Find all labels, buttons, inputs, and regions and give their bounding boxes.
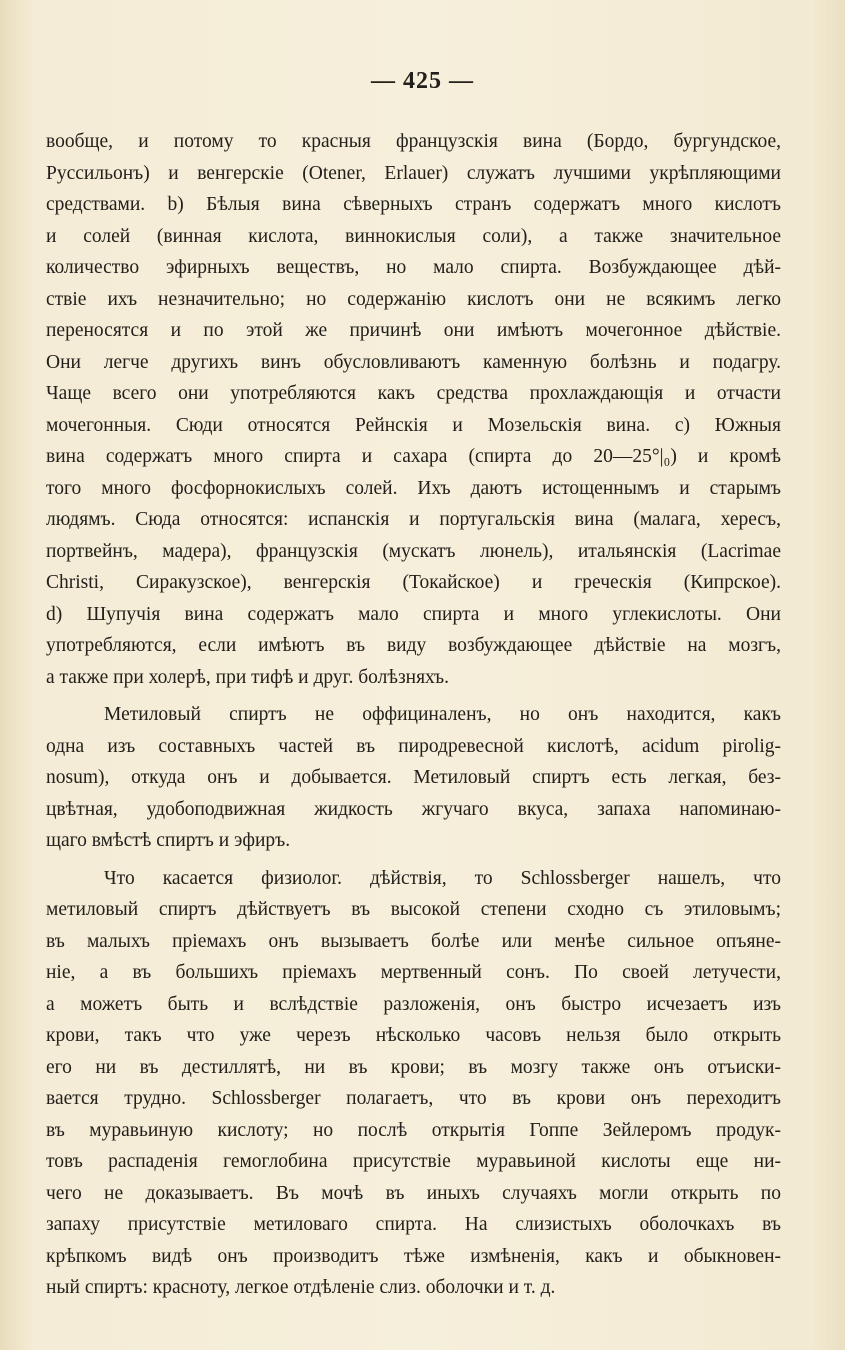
text-line: Руссильонъ) и венгерскіе (Otener, Erlauer) служатъ лучшими укрѣпляющими [46,162,781,184]
text-line: людямъ. Сюда относятся: испанскія и португальскія вина (малага, хересъ, [46,509,781,530]
text-line: ствіе ихъ незначительно; но содержанію кислотъ они не всякимъ легко [46,288,781,310]
text-line: Чаще всего они употребляются какъ средства прохлаждающія и отчасти [46,383,781,404]
text-line: Метиловый спиртъ не оффициналенъ, но онъ находится, какъ [104,704,781,725]
text-line: nosum), откуда онъ и добывается. Метиловый спиртъ есть легкая, без- [46,767,781,788]
text-line: Что касается физиолог. дѣйствія, то Schlossberger нашелъ, что [104,867,781,889]
text-line: Christi, Сиракузское), венгерскія (Токайское) и греческія (Кипрское). [46,572,781,593]
text-line: количество эфирныхъ веществъ, но мало спирта. Возбуждающее дѣй- [46,257,781,278]
text-line: въ муравьиную кислоту; но послѣ открытія Гоппе Зейлеромъ продук- [46,1119,781,1141]
text-line: переносятся и по этой же причинѣ они имѣютъ мочегонное дѣйствіе. [46,320,781,341]
text-line: средствами. b) Бѣлыя вина сѣверныхъ странъ содержатъ много кислотъ [46,194,781,215]
text-line: Они легче другихъ винъ обусловливаютъ каменную болѣзнь и подагру. [46,351,781,373]
paragraph-methyl-alcohol [46,699,781,857]
text-line: и солей (винная кислота, виннокислыя соли), а также значительное [46,225,781,247]
text-line: метиловый спиртъ дѣйствуетъ въ высокой степени сходно съ этиловымъ; [46,899,781,920]
page-number: — 425 — [371,68,474,94]
text-line: а также при холерѣ, при тифѣ и друг. болѣзняхъ. [46,666,450,688]
text-line: d) Шупучія вина содержатъ мало спирта и много углекислоты. Они [46,603,781,625]
text-line: портвейнъ, мадера), французскія (мускатъ люнель), итальянскія (Lacrimae [46,540,781,562]
text-line: щаго вмѣстѣ спиртъ и эфиръ. [46,830,291,851]
paragraph-physiological-action [46,863,781,1304]
text-line: цвѣтная, удобоподвижная жидкость жгучаго вкуса, запаха напоминаю- [46,798,781,820]
text-line: его ни въ дестиллятѣ, ни въ крови; въ мозгу также онъ отъиски- [46,1056,781,1078]
text-line: въ малыхъ пріемахъ онъ вызываетъ болѣе или менѣе сильное опъяне- [46,930,781,952]
paragraph-wines [46,126,781,693]
text-line: мочегонныя. Сюди относятся Рейнскія и Мозельскія вина. c) Южныя [46,414,781,436]
text-line: а можетъ быть и вслѣдствіе разложенія, онъ быстро исчезаетъ изъ [46,993,781,1015]
text-line: чего не доказываетъ. Въ мочѣ въ иныхъ случаяхъ могли открыть по [46,1182,781,1204]
text-line: употребляются, если имѣютъ въ виду возбуждающее дѣйствіе на мозгъ, [46,635,781,656]
text-line: крѣпкомъ видѣ онъ производитъ тѣже измѣненія, какъ и обыкновен- [46,1245,781,1267]
text-line: одна изъ составныхъ частей въ пиродревесной кислотѣ, acidum pirolig- [46,735,781,757]
text-line: запаху присутствіе метиловаго спирта. На слизистыхъ оболочкахъ въ [46,1214,781,1235]
text-line: вообще, и потому то красныя французскія вина (Бордо, бургундское, [46,131,781,152]
text-line: вается трудно. Schlossberger полагаетъ, что въ крови онъ переходитъ [46,1088,781,1109]
body-text [46,126,781,1304]
text-line: ный спиртъ: красноту, легкое отдѣленіе слиз. оболочки и т. д. [46,1277,556,1298]
text-line: товъ распаденія гемоглобина присутствіе муравьиной кислоты еще ни- [46,1151,781,1172]
text-line: ніе, а въ большихъ пріемахъ мертвенный сонъ. По своей летучести, [46,962,781,983]
text-line: крови, такъ что уже черезъ нѣсколько часовъ нельзя было открыть [46,1025,781,1046]
text-line: вина содержатъ много спирта и сахара (спирта до 20—25°|₀) и кромѣ [46,446,781,467]
text-line: того много фосфорнокислыхъ солей. Ихъ даютъ истощеннымъ и старымъ [46,477,781,499]
